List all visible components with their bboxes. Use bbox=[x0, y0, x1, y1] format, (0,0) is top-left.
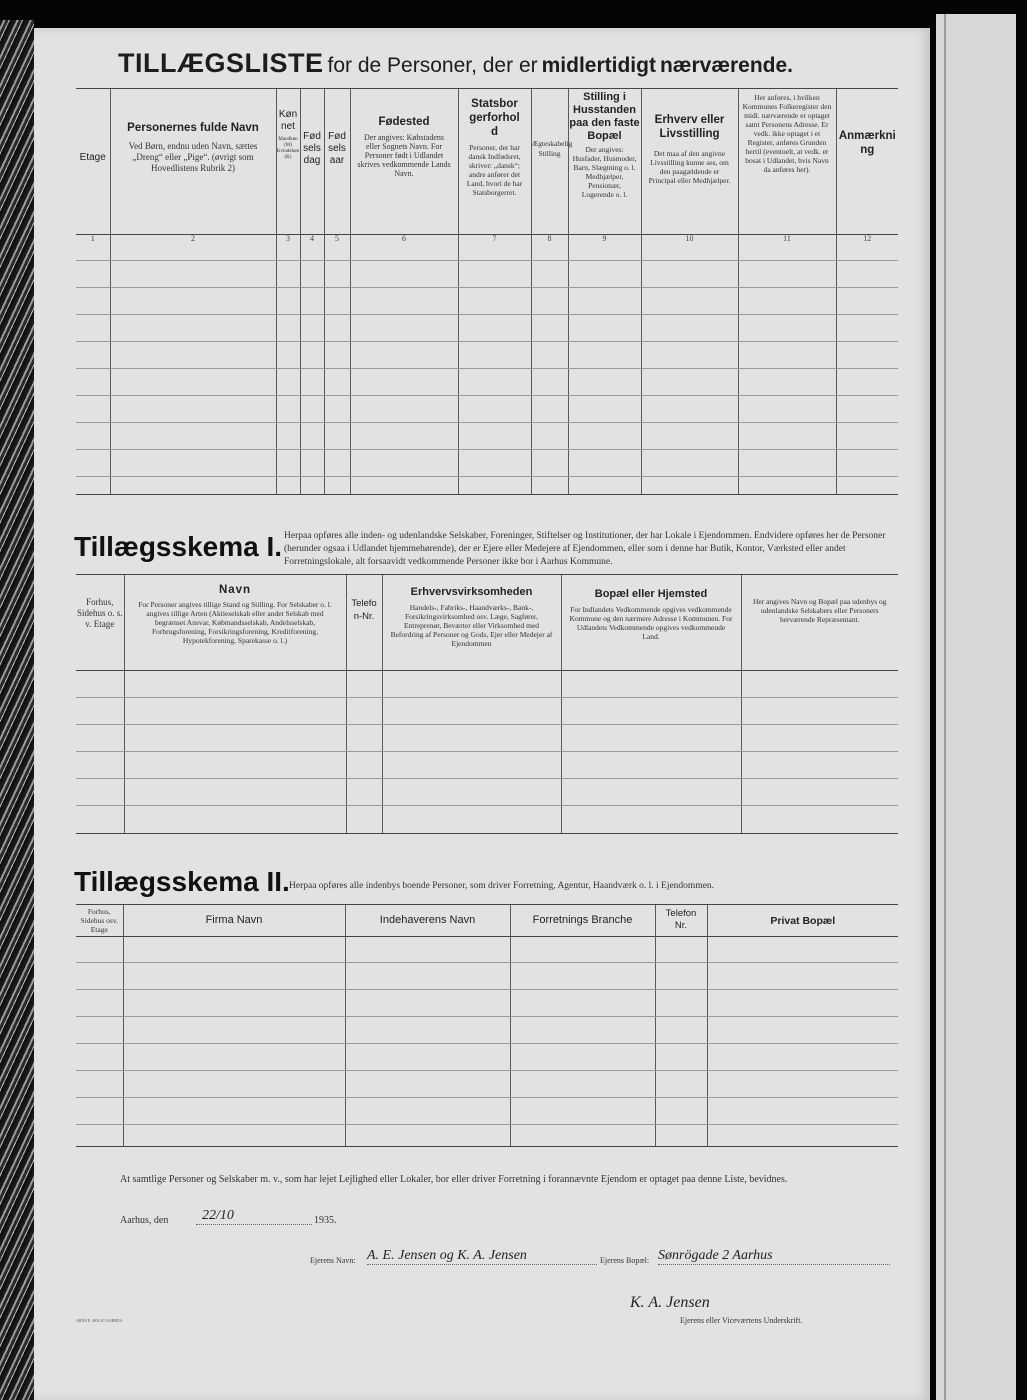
col-number: 10 bbox=[641, 234, 738, 246]
col-number: 9 bbox=[568, 234, 641, 246]
s1-col-business-header: Erhvervsvirksomheden bbox=[410, 586, 533, 598]
scheme1-text: Herpaa opføres alle inden- og udenlandske Selskaber, Foreninger, Stiftelser og Institutioner, der har Lokale i Ejendommen. Endvidere opføres her de Personer (herunder ogsaa i Udlandet hjemmehørende), der er Ejere eller Medejere af Ejendommen, eller som i denne har Butik, Kontor, Værksted eller andet Forretningslokale, alt forsaavidt vedkommende Personer ikke bor i Aarhus Kommune. bbox=[284, 531, 886, 567]
title-end: nærværende. bbox=[659, 54, 794, 77]
col-number: 2 bbox=[110, 234, 276, 246]
year-label: 1935. bbox=[314, 1215, 337, 1226]
s2-col-owner-header: Indehaverens Navn bbox=[379, 914, 476, 926]
owner-name-value: A. E. Jensen og K. A. Jensen bbox=[367, 1248, 597, 1265]
signature: K. A. Jensen bbox=[630, 1294, 710, 1311]
s1-col-representative-note: Her angives Navn og Bopæl paa udenbys og udenlandske Selskabers eller Personers herværende Repræsentant. bbox=[752, 597, 887, 624]
adjacent-page bbox=[936, 14, 1016, 1400]
s1-col-name-header: Navn bbox=[218, 584, 252, 596]
scheme1-rows bbox=[76, 697, 898, 832]
owner-name-label: Ejerens Navn: bbox=[310, 1256, 356, 1265]
col-number: 1 bbox=[90, 234, 95, 243]
place-label: Aarhus, den bbox=[120, 1215, 169, 1226]
s2-col-address-header: Privat Bopæl bbox=[770, 915, 836, 927]
owner-address-label: Ejerens Bopæl: bbox=[600, 1256, 650, 1265]
col-sex-header: Kønnet bbox=[278, 109, 298, 132]
col-occupation-note: Det maa af den angivne Livsstilling kunne ses, om den paagældende er Principal eller Medhjælper. bbox=[648, 149, 731, 185]
scheme2-text: Herpaa opføres alle indenbys boende Personer, som driver Forretning, Agentur, Haandværk o. l. i Ejendommen. bbox=[289, 881, 715, 891]
s2-col-etage-header: Forhus, Sidehus osv. Etage bbox=[80, 907, 118, 934]
s1-col-name-note: For Personer angives tillige Stand og Stilling. For Selskaber o. l. angives tillige Arten (Aktieselskab eller andet Selskab med begrænset Ansvar, Købmandsselskab, Andelsselskab, Forbrugsforening, Forsikringsforening, Kreditforening, Hypotekforening, Sparekasse o. l.) bbox=[138, 600, 332, 645]
col-name-note: Ved Børn, endnu uden Navn, sættes „Dreng“ eller „Pige“. (øvrigt som Hovedlistens Rubrik 2) bbox=[128, 141, 258, 173]
printer-imprint: ARNE E. HOLST AARHUS bbox=[76, 1318, 123, 1323]
form-page bbox=[34, 28, 930, 1400]
title-bold: midlertidigt bbox=[541, 54, 656, 77]
col-birthyear-header: Fødselsaar bbox=[328, 131, 346, 166]
col-etage-header: Etage bbox=[79, 152, 106, 163]
book-binding bbox=[0, 20, 34, 1400]
col-name-header: Personernes fulde Navn bbox=[127, 122, 259, 134]
col-citizenship-note: Personer, der har dansk Indfødsret, skriver: „dansk“; andre anfører det Land, hvori de har Statsborgerret. bbox=[466, 143, 523, 197]
owner-address-value: Sønrögade 2 Aarhus bbox=[658, 1248, 890, 1265]
s1-col-residence-note: For Indlandets Vedkommende opgives vedkommende Kommune og den nærmere Adresse i Kommunen. For Udlandets Vedkommende opgives vedkommende Land. bbox=[569, 605, 733, 641]
col-remarks-header: Anmærkning bbox=[838, 130, 896, 156]
col-number: 4 bbox=[300, 234, 324, 246]
s1-col-residence-header: Bopæl eller Hjemsted bbox=[594, 588, 708, 600]
title-main: TILLÆGSLISTE bbox=[118, 48, 324, 78]
col-birthday-header: Fødselsdag bbox=[303, 131, 321, 166]
col-marital-header: Ægteskabelig Stilling bbox=[531, 139, 573, 158]
title-mid: for de Personer, der er bbox=[327, 54, 538, 77]
col-household-header: Stilling i Husstanden paa den faste Bopæl bbox=[569, 91, 640, 142]
col-number: 6 bbox=[350, 234, 458, 246]
scheme1-title: Tillægsskema I. bbox=[74, 531, 283, 562]
col-number: 8 bbox=[531, 234, 568, 246]
signature-label: Ejerens eller Viceværtens Underskrift. bbox=[680, 1316, 803, 1325]
s2-col-phone-header: Telefon Nr. bbox=[665, 908, 697, 931]
col-number: 12 bbox=[836, 234, 898, 246]
scheme2-rows bbox=[76, 962, 898, 1151]
date-value: 22/10 bbox=[196, 1208, 312, 1225]
col-number: 3 bbox=[276, 234, 300, 246]
s2-col-firm-header: Firma Navn bbox=[205, 914, 263, 926]
s1-col-business-note: Handels-, Fabriks-, Haandværks-, Bank-, Forsikringsvirksomhed osv. Læge, Sagfører, Entreprenør, Beværter eller Virksomhed med Befordring af Personer og Gods, Ejer eller Medejer af Ejendommen bbox=[390, 603, 553, 648]
col-sex-note: Mandkøn (M) Kvindekøn (K) bbox=[276, 137, 300, 160]
main-list-rows bbox=[76, 260, 898, 503]
col-household-note: Der angives: Husfader, Husmoder, Barn, Slægtning o. l. Medhjælper, Pensionær, Logerende o. l. bbox=[572, 145, 637, 199]
s1-col-etage-header: Forhus, Sidehus o. s. v. Etage bbox=[76, 597, 123, 629]
scheme2-title: Tillægsskema II. bbox=[74, 866, 290, 897]
col-citizenship-header: Statsborgerforhold bbox=[469, 98, 520, 138]
col-birthplace-header: Fødested bbox=[378, 116, 430, 128]
col-number: 11 bbox=[738, 234, 836, 246]
col-number: 7 bbox=[458, 234, 531, 246]
s1-col-phone-header: Telefon-Nr. bbox=[351, 598, 377, 622]
declaration-text: At samtlige Personer og Selskaber m. v., som har lejet Lejlighed eller Lokaler, bor eller driver Forretning i forannævnte Ejendom er optaget paa denne Liste, bevidnes. bbox=[120, 1174, 788, 1185]
col-address-note: Her anføres, i hvilken Kommunes Folkeregister den midl. nærværende er optaget samt Personens Adresse. Er vedk. ikke optaget i et Register, anføres Grunden hertil (eventuelt, at vedk. er bosat i Udlandet, hvis Navn da anføres her). bbox=[742, 93, 832, 174]
col-number: 5 bbox=[324, 234, 350, 246]
col-occupation-header: Erhverv eller Livsstilling bbox=[654, 114, 725, 140]
col-birthplace-note: Der angives: Købstadens eller Sognets Navn. For Personer født i Udlandet skrives vedkommende Lands Navn. bbox=[357, 133, 451, 178]
list-title bbox=[118, 48, 908, 79]
s2-col-branch-header: Forretnings Branche bbox=[532, 914, 633, 926]
